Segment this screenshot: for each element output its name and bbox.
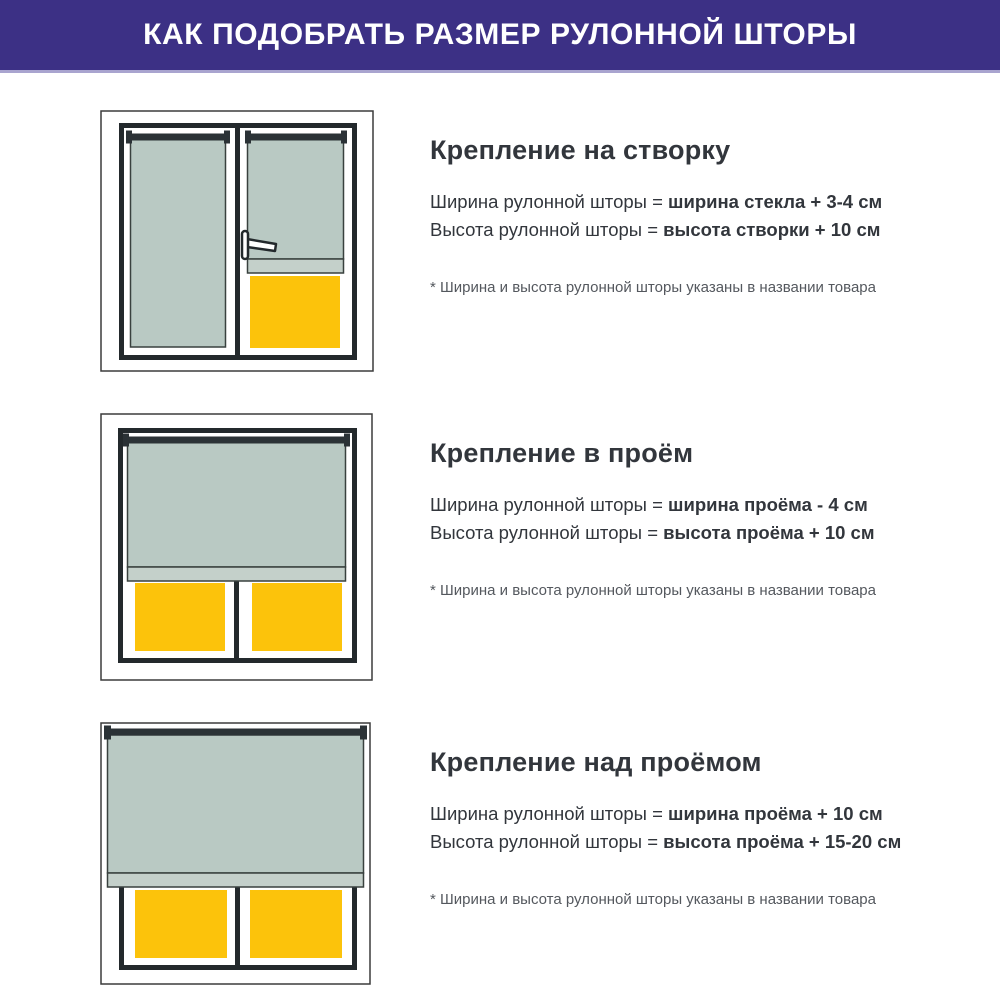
formula-list bbox=[430, 491, 920, 547]
blind-header-bar bbox=[125, 437, 348, 444]
blind-bracket bbox=[344, 434, 350, 447]
width-formula bbox=[430, 800, 920, 828]
window-blind-above-opening-icon bbox=[100, 722, 371, 985]
section-mount-above-opening bbox=[0, 722, 1000, 997]
header-accent-line bbox=[0, 70, 1000, 73]
formula-value: ширина проёма - 4 см bbox=[668, 493, 868, 515]
formula-label: Ширина рулонной шторы = bbox=[430, 190, 669, 212]
blind-bracket bbox=[245, 131, 251, 144]
window-diagram-opening bbox=[100, 413, 373, 686]
footnote: * Ширина и высота рулонной шторы указаны в названии товара bbox=[430, 581, 876, 599]
window-blind-on-sash-icon bbox=[100, 110, 375, 373]
formula-value: высота проёма + 10 см bbox=[663, 521, 875, 543]
formula-label: Высота рулонной шторы = bbox=[430, 830, 664, 852]
blind-bracket bbox=[341, 131, 347, 144]
footnote: * Ширина и высота рулонной шторы указаны в названии товара bbox=[430, 278, 876, 296]
width-formula bbox=[430, 491, 920, 519]
glass-pane-left bbox=[135, 583, 225, 651]
section-content bbox=[430, 722, 920, 910]
window-handle-icon bbox=[242, 231, 248, 259]
glass-pane-right bbox=[252, 583, 342, 651]
formula-label: Ширина рулонной шторы = bbox=[430, 802, 669, 824]
roller-blind bbox=[108, 735, 364, 873]
height-formula bbox=[430, 216, 920, 244]
window-diagram-sash bbox=[100, 110, 375, 378]
blind-bottom-rail bbox=[128, 567, 346, 581]
glass-pane-left bbox=[135, 890, 227, 958]
blind-bracket bbox=[224, 131, 230, 144]
roller-blind bbox=[128, 440, 346, 567]
section-content bbox=[430, 413, 920, 601]
page-title: КАК ПОДОБРАТЬ РАЗМЕР РУЛОННОЙ ШТОРЫ bbox=[143, 18, 857, 51]
roller-blind-left bbox=[131, 137, 226, 347]
blind-bracket bbox=[123, 434, 129, 447]
formula-label: Высота рулонной шторы = bbox=[430, 521, 664, 543]
blind-bottom-rail bbox=[248, 259, 344, 273]
formula-list bbox=[430, 800, 920, 856]
blind-bottom-rail bbox=[108, 873, 364, 887]
width-formula bbox=[430, 188, 920, 216]
page-header bbox=[0, 0, 1000, 70]
glass-pane-right bbox=[250, 890, 342, 958]
window-diagram-above-opening bbox=[100, 722, 371, 990]
formula-label: Высота рулонной шторы = bbox=[430, 218, 664, 240]
section-heading: Крепление в проём bbox=[430, 438, 694, 468]
height-formula bbox=[430, 828, 920, 856]
window-blind-in-opening-icon bbox=[100, 413, 373, 681]
section-heading: Крепление на створку bbox=[430, 135, 731, 165]
blind-bracket bbox=[104, 726, 111, 740]
formula-value: ширина проёма + 10 см bbox=[668, 802, 883, 824]
blind-bracket bbox=[126, 131, 132, 144]
glass-pane bbox=[250, 276, 340, 348]
blind-bracket bbox=[360, 726, 367, 740]
formula-label: Ширина рулонной шторы = bbox=[430, 493, 669, 515]
height-formula bbox=[430, 519, 920, 547]
formula-list bbox=[430, 188, 920, 244]
footnote: * Ширина и высота рулонной шторы указаны в названии товара bbox=[430, 890, 876, 908]
section-mount-on-sash bbox=[0, 110, 1000, 385]
blind-header-bar-right bbox=[247, 134, 347, 141]
section-content bbox=[430, 110, 920, 298]
blind-header-bar-left bbox=[128, 134, 228, 141]
formula-value: высота створки + 10 см bbox=[663, 218, 881, 240]
blind-header-bar bbox=[107, 729, 364, 736]
section-heading: Крепление над проёмом bbox=[430, 747, 762, 777]
section-mount-in-opening bbox=[0, 413, 1000, 688]
formula-value: высота проёма + 15-20 см bbox=[663, 830, 902, 852]
formula-value: ширина стекла + 3-4 см bbox=[668, 190, 883, 212]
